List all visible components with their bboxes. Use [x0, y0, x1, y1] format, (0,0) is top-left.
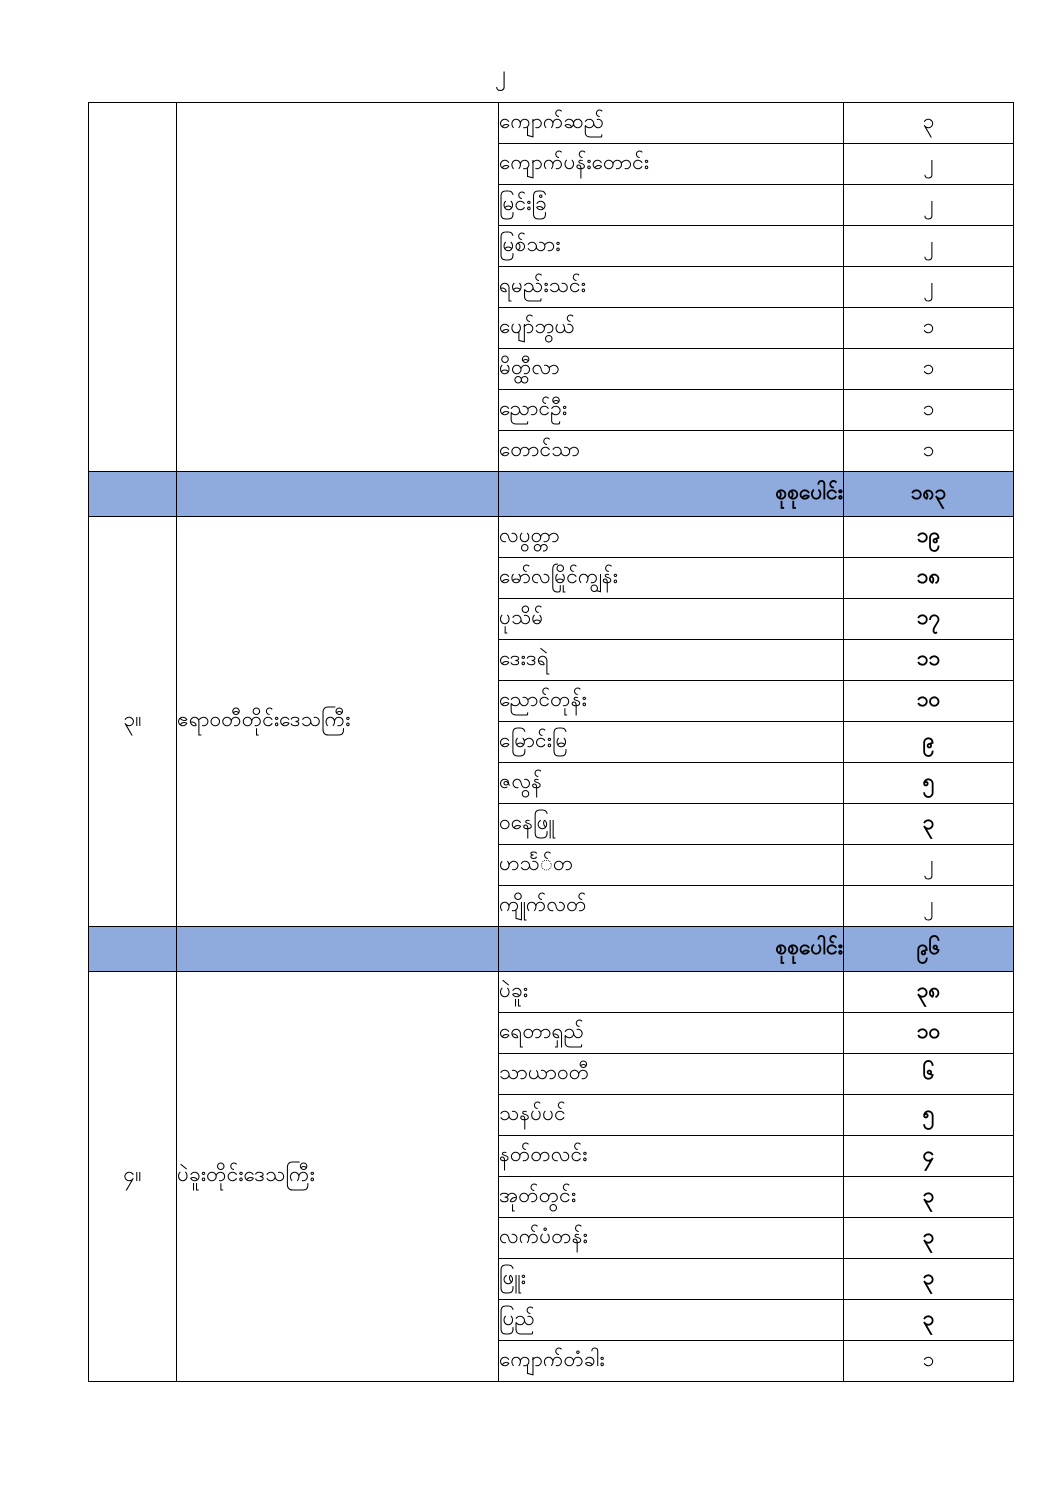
town-count-cell: ၁၉: [844, 517, 1014, 558]
group-region-cell: ဧရာဝတီတိုင်းဒေသကြီး: [177, 517, 499, 927]
total-row: [89, 472, 1014, 517]
town-count-cell: ၁: [844, 1341, 1014, 1382]
town-name-cell: မော်လမြိုင်ကျွန်း: [499, 558, 844, 599]
town-count-cell: ၂: [844, 845, 1014, 886]
town-count-cell: ၁၈: [844, 558, 1014, 599]
town-name-cell: မြင်းခြံ: [499, 185, 844, 226]
town-count-cell: ၁၁: [844, 640, 1014, 681]
town-name-cell: သာယာဝတီ: [499, 1054, 844, 1095]
town-name-cell: ဖြူး: [499, 1259, 844, 1300]
town-count-cell: ၂: [844, 226, 1014, 267]
total-spacer-cell: [177, 472, 499, 517]
town-count-cell: ၅: [844, 1095, 1014, 1136]
town-name-cell: အုတ်တွင်း: [499, 1177, 844, 1218]
town-count-cell: ၃: [844, 1300, 1014, 1341]
town-name-cell: ကျောက်တံခါး: [499, 1341, 844, 1382]
table-body: [89, 103, 1014, 1382]
table-row: [89, 517, 1014, 558]
total-label-cell: စုစုပေါင်း: [499, 927, 844, 972]
town-name-cell: ပျော်ဘွယ်: [499, 308, 844, 349]
town-name-cell: ပဲခူး: [499, 972, 844, 1013]
town-count-cell: ၃: [844, 1177, 1014, 1218]
town-name-cell: ကျောက်ပန်းတောင်း: [499, 144, 844, 185]
town-name-cell: နတ်တလင်း: [499, 1136, 844, 1177]
town-name-cell: ကျောက်ဆည်: [499, 103, 844, 144]
town-name-cell: ဝနေဖြူ: [499, 804, 844, 845]
town-count-cell: ၁၀: [844, 681, 1014, 722]
town-count-cell: ၉: [844, 722, 1014, 763]
town-name-cell: ညောင်ဦး: [499, 390, 844, 431]
town-count-cell: ၄: [844, 1136, 1014, 1177]
town-count-cell: ၁၇: [844, 599, 1014, 640]
town-name-cell: သနပ်ပင်: [499, 1095, 844, 1136]
group-number-cell: ၃။: [89, 517, 177, 927]
page-number: ၂: [495, 62, 506, 87]
total-count-cell: ၁၈၃: [844, 472, 1014, 517]
township-count-table: [88, 102, 1014, 1382]
town-count-cell: ၁၀: [844, 1013, 1014, 1054]
total-row: [89, 927, 1014, 972]
town-count-cell: ၁: [844, 390, 1014, 431]
town-count-cell: ၃: [844, 1259, 1014, 1300]
town-name-cell: လပွတ္တာ: [499, 517, 844, 558]
table-row: [89, 103, 1014, 144]
total-label-cell: စုစုပေါင်း: [499, 472, 844, 517]
total-spacer-cell: [89, 927, 177, 972]
town-name-cell: လက်ပံတန်း: [499, 1218, 844, 1259]
town-count-cell: ၆: [844, 1054, 1014, 1095]
town-name-cell: ညောင်တုန်း: [499, 681, 844, 722]
town-count-cell: ၅: [844, 763, 1014, 804]
town-count-cell: ၁: [844, 308, 1014, 349]
total-spacer-cell: [89, 472, 177, 517]
town-name-cell: ဟသႅ်တ: [499, 845, 844, 886]
town-name-cell: ရမည်းသင်း: [499, 267, 844, 308]
town-name-cell: ပြည်: [499, 1300, 844, 1341]
total-spacer-cell: [177, 927, 499, 972]
town-count-cell: ၁: [844, 349, 1014, 390]
town-name-cell: ဇလွန်: [499, 763, 844, 804]
town-name-cell: တောင်သာ: [499, 431, 844, 472]
town-name-cell: ရေတာရှည်: [499, 1013, 844, 1054]
town-name-cell: မြစ်သား: [499, 226, 844, 267]
town-name-cell: ဒေးဒရဲ: [499, 640, 844, 681]
group-number-cell: [89, 103, 177, 472]
town-count-cell: ၂: [844, 267, 1014, 308]
town-count-cell: ၂: [844, 886, 1014, 927]
town-name-cell: ပုသိမ်: [499, 599, 844, 640]
group-number-cell: ၄။: [89, 972, 177, 1382]
town-count-cell: ၂: [844, 144, 1014, 185]
town-count-cell: ၂: [844, 185, 1014, 226]
town-count-cell: ၃: [844, 1218, 1014, 1259]
town-count-cell: ၃: [844, 804, 1014, 845]
town-count-cell: ၃၈: [844, 972, 1014, 1013]
group-region-cell: ပဲခူးတိုင်းဒေသကြီး: [177, 972, 499, 1382]
town-name-cell: မိတ္ထီလာ: [499, 349, 844, 390]
town-name-cell: မြောင်းမြ: [499, 722, 844, 763]
town-name-cell: ကျိုက်လတ်: [499, 886, 844, 927]
town-count-cell: ၁: [844, 431, 1014, 472]
group-region-cell: [177, 103, 499, 472]
table-row: [89, 972, 1014, 1013]
town-count-cell: ၃: [844, 103, 1014, 144]
total-count-cell: ၉၆: [844, 927, 1014, 972]
